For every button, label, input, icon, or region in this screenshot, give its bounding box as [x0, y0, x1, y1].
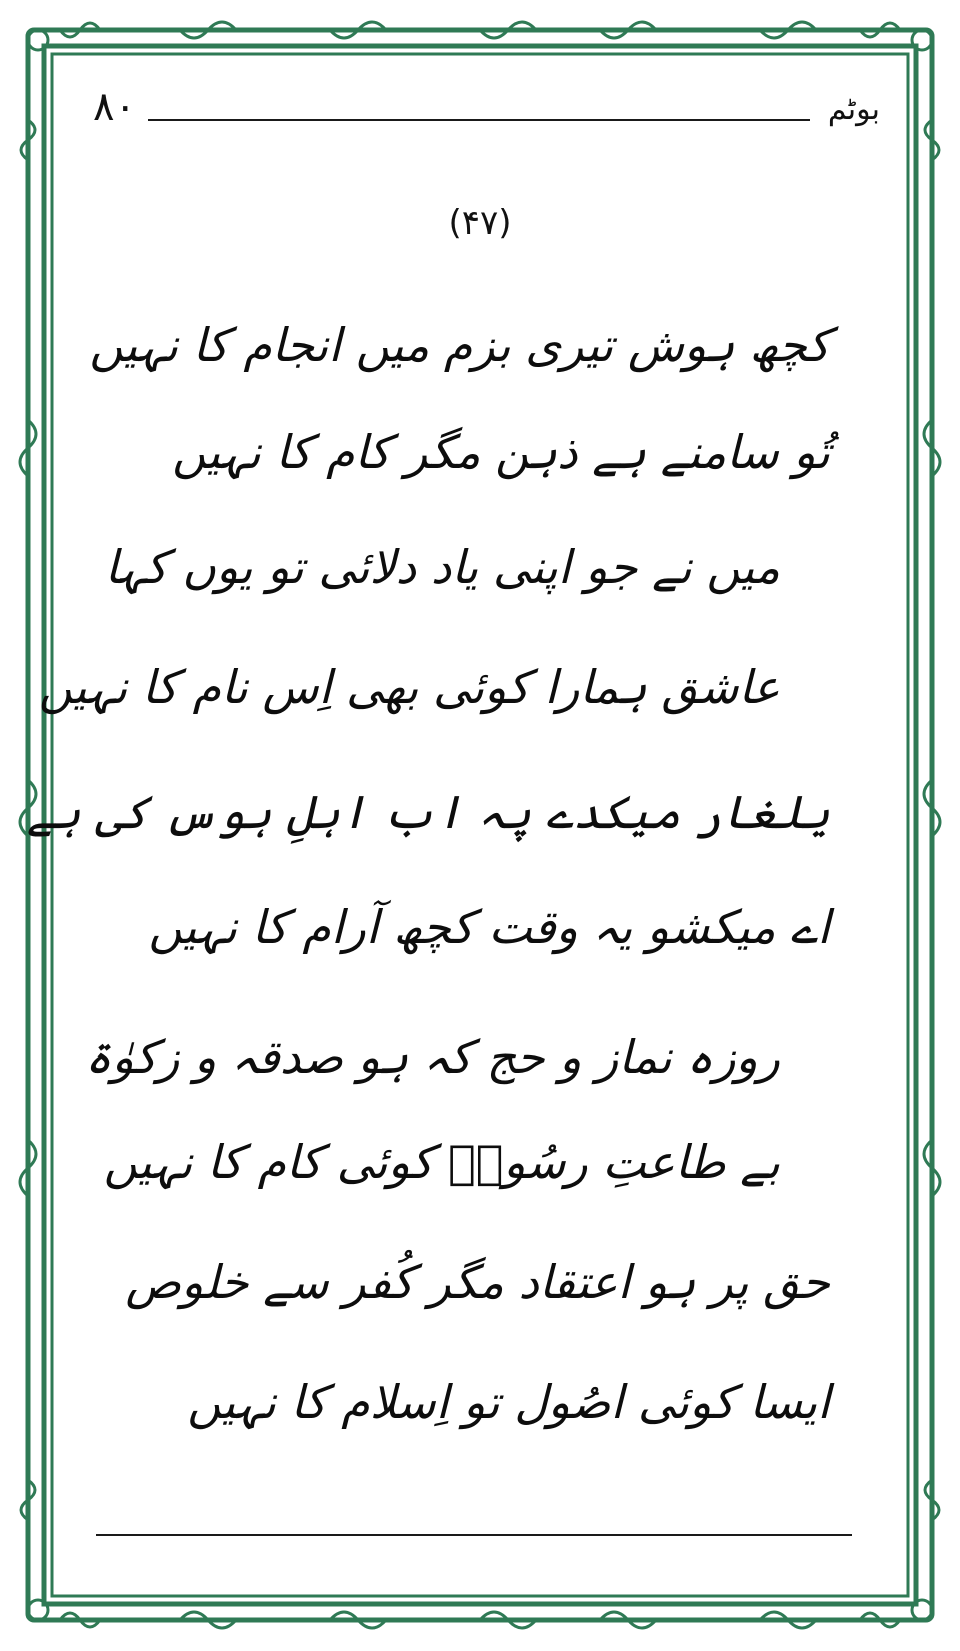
verse-line-4: عاشق ہمارا کوئی بھی اِس نام کا نہیں: [38, 660, 780, 714]
page-number: ۸۰: [93, 84, 136, 130]
ghazal-number: (۴۷): [448, 203, 512, 243]
verse-line-5: یلغار میکدے پہ اب اہلِ ہوس کی ہے: [26, 785, 830, 839]
verse-line-1: کچھ ہوش تیری بزم میں انجام کا نہیں: [89, 318, 830, 372]
verse-line-7: روزہ نماز و حج کہ ہو صدقہ و زکوٰۃ: [84, 1030, 780, 1084]
verse-line-9: حق پر ہو اعتقاد مگر کُفر سے خلوص: [125, 1255, 830, 1309]
verse-line-10: ایسا کوئی اصُول تو اِسلام کا نہیں: [187, 1375, 830, 1429]
verse-line-6: اے میکشو یہ وقت کچھ آرام کا نہیں: [148, 900, 830, 954]
verse-line-3: میں نے جو اپنی یاد دلائی تو یوں کہا: [104, 540, 780, 594]
running-title: بوٹم: [827, 92, 880, 127]
verse-line-8: بے طاعتِ رسُولؐ کوئی کام کا نہیں: [103, 1135, 780, 1189]
verse-line-2: تُو سامنے ہے ذہن مگر کام کا نہیں: [172, 425, 830, 479]
